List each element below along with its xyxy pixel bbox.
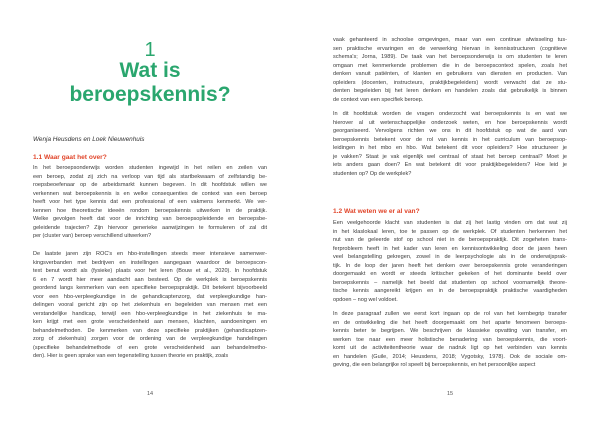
text-line: sen praktische ervaringen en de verwerking hiervan in kennisstructuren (cognitieve bbox=[333, 45, 567, 52]
text-line: In dit hoofdstuk worden de vragen onderzocht wat beroepskennis is en wat we bbox=[333, 111, 567, 117]
paragraph bbox=[333, 310, 567, 370]
text-line: In deze paragraaf zullen we eerst kort ingaan op de rol van het kernbegrip transfer bbox=[333, 311, 567, 317]
text-line: ferprobleem heeft in het kader van leren en kennisontwikkeling door de jaren heen bbox=[333, 245, 567, 252]
text-line: den). Hier is geen sprake van een tegenstelling tussen theorie en praktijk, zoals bbox=[33, 353, 229, 359]
chapter-title-line: beroepskennis? bbox=[69, 83, 231, 106]
text-line: De laatste jaren zijn ROC's en hbo-instellingen steeds meer intensieve samenwer- bbox=[33, 251, 267, 257]
text-line: kingsverbanden met bedrijven en instellingen aangegaan waardoor de beroepscon- bbox=[33, 259, 267, 266]
text-line: Welke gevolgen heeft dat voor de inrichting van beroepsopleidende en beroepsbe- bbox=[33, 216, 267, 222]
right-page bbox=[300, 0, 600, 423]
text-line: kennen hoe theoretische ideeën rondom beroepskennis uitwerken in de praktijk. bbox=[33, 207, 267, 214]
text-line: werken toe naar een meer holistische benadering van beroepskennis, die voort- bbox=[333, 336, 567, 343]
paragraph bbox=[33, 164, 267, 241]
text-line: zorg of ziekenhuis) zorgen voor de ordening van de verpleegkundige handelingen bbox=[33, 336, 267, 342]
text-line: georganiseerd. Vervolgens richten we ons in dit hoofdstuk op wat de aard van bbox=[333, 128, 567, 134]
text-line: denken vanuit patiënten, of klanten en gebruikers van diensten en producten. Van bbox=[333, 71, 567, 77]
text-line: Een veelgehoorde klacht van studenten is dat zij het lastig vinden om dat wat zij bbox=[333, 220, 567, 226]
section-heading: 1.2 Wat weten we er al van? bbox=[333, 208, 420, 215]
text-line: je vakken? Staat je vak eigenlijk wel centraal of staat het beroep centraal? Moet je bbox=[333, 153, 567, 160]
text-line: komt uit de activiteitentheorie waar de nadruk ligt op het verbinden van kennis bbox=[333, 345, 567, 351]
text-line: tijk. In de loop der jaren heeft het denken over beroepskennis grote veranderingen bbox=[333, 262, 567, 269]
text-line: (specifieke behandelmethode of een grote verscheidenheid aan behandelmetho- bbox=[33, 344, 267, 351]
paragraph bbox=[333, 36, 567, 104]
text-line: nut van de geleerde stof op school niet in de beroepspraktijk. Dit zogeheten trans- bbox=[333, 237, 567, 243]
text-line: text benut wordt als (fysieke) plaats voor het leren (Bouw et al., 2020). In hoofdstuk bbox=[33, 268, 267, 274]
chapter-title-line: Wat is bbox=[119, 59, 181, 82]
text-line: een beroep, zodat zij zich na verloop van tijd als startbekwaam of zelfstandig be- bbox=[33, 173, 267, 180]
text-line: denten begeleiden bij het leren denken en handelen zoals dat gebruikelijk is binnen bbox=[333, 88, 567, 94]
paragraph bbox=[333, 110, 567, 178]
text-line: behandelmethoden. De kenmerken van deze specifieke praktijken (gehandicaptzen- bbox=[33, 327, 267, 334]
text-line: leidingen in het mbo en hbo. Wat betekent dit voor opleiders? Hoe structureer je bbox=[333, 145, 567, 151]
text-line: ken krijgt met een grote verscheidenheid aan mensen, klachten, aandoeningen en bbox=[33, 319, 267, 325]
text-line: In het beroepsonderwijs worden studenten ingewijd in het reilen en zeilen van bbox=[33, 165, 267, 171]
chapter-title bbox=[0, 59, 300, 107]
text-line: per (cluster van) beroep verschillend uitwerken? bbox=[33, 233, 152, 239]
text-line: iets anders gaan doen? En wat betekent dit voor praktijkbegeleiders? Hoe leid je bbox=[333, 162, 567, 168]
text-line: hierover al uit wetenschappelijke onderzoek weten, en hoe beroepskennis wordt bbox=[333, 119, 567, 126]
text-line: geleidende trajecten? Zijn hiervoor generieke aanwijzingen te formuleren of zal dit bbox=[33, 224, 267, 231]
text-line: beroepskennis – namelijk het beeld dat studenten op school voornamelijk theore- bbox=[333, 279, 567, 286]
text-line: heeft voor het type kennis dat een professional of een vakmens kenmerkt. We ver- bbox=[33, 199, 267, 205]
text-line: voor een hbo-verpleegkundige in de gehandicaptenzorg, dat verpleegkundige han- bbox=[33, 293, 267, 300]
page-number: 15 bbox=[447, 391, 454, 397]
paragraph bbox=[333, 219, 567, 304]
text-line: tische kennis aangereikt krijgen en in de beroepspraktijk praktische vaardigheden bbox=[333, 288, 567, 294]
text-line: verstandelijke handicap, terwijl een hbo-verpleegkundige in het ziekenhuis te ma- bbox=[33, 310, 267, 317]
text-line: in het klaslokaal leren, toe te passen op de werkplek. Of studenten herkennen het bbox=[333, 228, 567, 235]
text-line: en handelen (Guile, 2014; Heusdens, 2018; Vygotsky, 1978). Ook de sociale om- bbox=[333, 353, 567, 360]
text-line: roepsbeoefenaar op de arbeidsmarkt kunnen begeven. In dit hoofdstuk willen we bbox=[33, 182, 267, 188]
text-line: verkennen wat beroepskennis is en welke consequenties de context van een beroep bbox=[33, 190, 267, 197]
paragraph bbox=[33, 250, 267, 361]
text-line: kennis beter te begrijpen. We beschrijven de klassieke opvatting van transfer, en bbox=[333, 328, 567, 334]
text-line: delingen vooral gericht zijn op het ziekenhuis en begeleiden van mensen met een bbox=[33, 302, 267, 308]
text-line: doorgemaakt en wordt er steeds kritischer gekeken of het dominante beeld over bbox=[333, 271, 567, 277]
text-line: opleiders (docenten, instructeurs, praktijkbegeleiders) wordt verwacht dat ze stu- bbox=[333, 79, 567, 86]
text-line: de context van een specifiek beroep. bbox=[333, 96, 424, 103]
text-line: omgaan met kenmerkende problemen die in de beroepscontext spelen, zoals het bbox=[333, 62, 567, 69]
text-line: geordend langs kenmerken van een specifieke beroepspraktijk. Dit betekent bijvoorbeeld bbox=[33, 285, 267, 291]
chapter-number: 1 bbox=[144, 39, 156, 61]
text-line: en de ontwikkeling die het heeft doorgemaakt om het aparte fenomeen beroeps- bbox=[333, 319, 567, 326]
text-line: vaak gehanteerd in schoolse omgevingen, maar van een continue afwisseling tus- bbox=[333, 37, 567, 43]
chapter-authors: Wenja Heusdens en Loek Nieuwenhuis bbox=[33, 136, 145, 143]
text-line: opdoen – nog wel voldoet. bbox=[333, 296, 398, 303]
text-line: veel belangstelling gekregen, zowel in de leerpsychologie als in de onderwijsprak- bbox=[333, 254, 567, 260]
text-line: geving, die een belangrijke rol speelt bij beroepskennis, en het persoonlijke aspect bbox=[333, 362, 536, 368]
page-number: 14 bbox=[147, 391, 154, 397]
text-line: 6 en 7 wordt hier meer aandacht aan besteed. Op de werkplek is beroepskennis bbox=[33, 276, 267, 283]
text-line: beroepskennis betekent voor de rol van kennis in het curriculum van beroepsop- bbox=[333, 136, 567, 143]
text-line: studenten op? Op de werkplek? bbox=[333, 170, 412, 177]
text-line: schema's; Jorna, 1989). De taak van het beroepsonderwijs is om studenten te leren bbox=[333, 54, 567, 60]
section-heading: 1.1 Waar gaat het over? bbox=[33, 154, 107, 161]
